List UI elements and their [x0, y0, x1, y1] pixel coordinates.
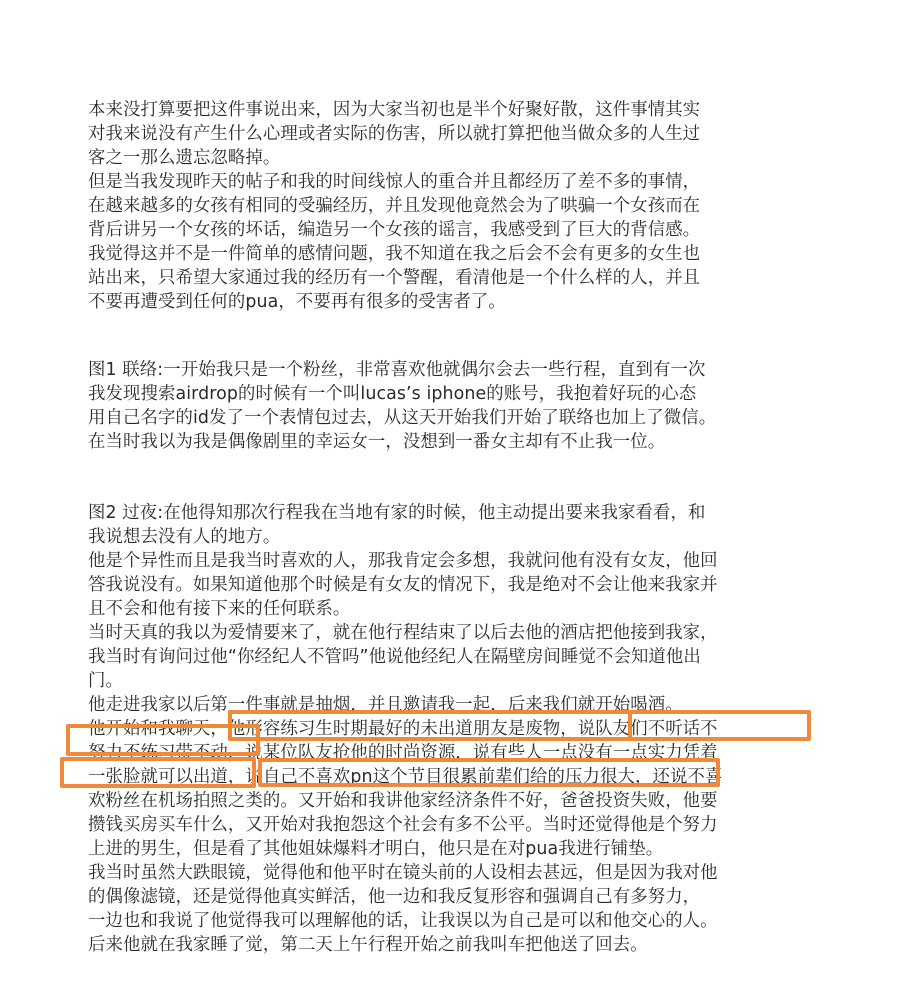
- text-line: 我发现搜索airdrop的时候有一个叫lucas’s iphone的账号，我抱着好玩的心态: [88, 384, 697, 404]
- text-line: 后来他就在我家睡了觉，第二天上午行程开始之前我叫车把他送了回去。: [88, 935, 648, 955]
- highlight-box: [66, 724, 260, 756]
- text-line: 我当时有询问过他“你经纪人不管吗”他说他经纪人在隔壁房间睡觉不会知道他出: [88, 647, 701, 667]
- text-line: 背后讲另一个女孩的坏话，编造另一个女孩的谣言，我感受到了巨大的背信感。: [88, 220, 701, 240]
- text-line: 图1 联络:一开始我只是一个粉丝，非常喜欢他就偶尔会去一些行程，直到有一次: [88, 360, 706, 380]
- text-line: 他走进我家以后第一件事就是抽烟，并且邀请我一起，后来我们就开始喝酒。: [88, 695, 683, 715]
- highlight-box: [258, 758, 720, 787]
- text-line: 在越来越多的女孩有相同的受骗经历，并且发现他竟然会为了哄骗一个女孩而在: [88, 196, 701, 216]
- text-line: 我当时虽然大跌眼镜，觉得他和他平时在镜头前的人设相去甚远，但是因为我对他: [88, 863, 718, 883]
- text-line: 一张脸就可以出道，说自己不喜欢pn这个节目很累前辈们给的压力很大，还说不喜: [88, 767, 723, 787]
- text-line: 用自己名字的id发了一个表情包过去，从这天开始我们开始了联络也加上了微信。: [88, 408, 717, 428]
- text-line: 努力不练习带不动，说某位队友抢他的时尚资源，说有些人一点没有一点实力凭着: [88, 743, 718, 763]
- text-line: 在当时我以为我是偶像剧里的幸运女一，没想到一番女主却有不止我一位。: [88, 432, 666, 452]
- text-line: 他开始和我聊天，他形容练习生时期最好的未出道朋友是废物，说队友们不听话不: [88, 719, 718, 739]
- text-line: 攒钱买房买车什么，又开始对我抱怨这个社会有多不公平。当时还觉得他是个努力: [88, 815, 718, 835]
- text-line: 他是个异性而且是我当时喜欢的人，那我肯定会多想，我就问他有没有女友，他回: [88, 551, 718, 571]
- text-line: 但是当我发现昨天的帖子和我的时间线惊人的重合并且都经历了差不多的事情，: [88, 172, 701, 192]
- text-line: 答我说没有。如果知道他那个时候是有女友的情况下，我是绝对不会让他来我家并: [88, 575, 718, 595]
- highlight-box: [628, 710, 811, 741]
- text-line: 且不会和他有接下来的任何联系。: [88, 599, 351, 619]
- text-line: 客之一那么遗忘忽略掉。: [88, 148, 281, 168]
- text-line: 对我来说没有产生什么心理或者实际的伤害，所以就打算把他当做众多的人生过: [88, 124, 701, 144]
- highlight-box: [60, 757, 256, 788]
- text-line: 欢粉丝在机场拍照之类的。又开始和我讲他家经济条件不好，爸爸投资失败，他要: [88, 791, 718, 811]
- text-line: 站出来，只希望大家通过我的经历有一个警醒，看清他是一个什么样的人，并且: [88, 268, 701, 288]
- text-line: 我说想去没有人的地方。: [88, 527, 281, 547]
- text-line: 上进的男生，但是看了其他姐妹爆料才明白，他只是在对pua我进行铺垫。: [88, 839, 664, 859]
- highlight-box: [228, 710, 632, 741]
- text-line: 当时天真的我以为爱情要来了，就在他行程结束了以后去他的酒店把他接到我家，: [88, 623, 718, 643]
- text-line: 一边也和我说了他觉得我可以理解他的话，让我误以为自己是可以和他交心的人。: [88, 911, 718, 931]
- text-line: 门。: [88, 671, 123, 691]
- text-line: 的偶像滤镜，还是觉得他真实鲜活，他一边和我反复形容和强调自己有多努力，: [88, 887, 701, 907]
- text-line: 我觉得这并不是一件简单的感情问题，我不知道在我之后会不会有更多的女生也: [88, 244, 701, 264]
- text-line: 图2 过夜:在他得知那次行程我在当地有家的时候，他主动提出要来我家看看，和: [88, 503, 706, 523]
- text-line: 本来没打算要把这件事说出来，因为大家当初也是半个好聚好散，这件事情其实: [88, 100, 701, 120]
- text-line: 不要再遭受到任何的pua，不要再有很多的受害者了。: [88, 292, 506, 312]
